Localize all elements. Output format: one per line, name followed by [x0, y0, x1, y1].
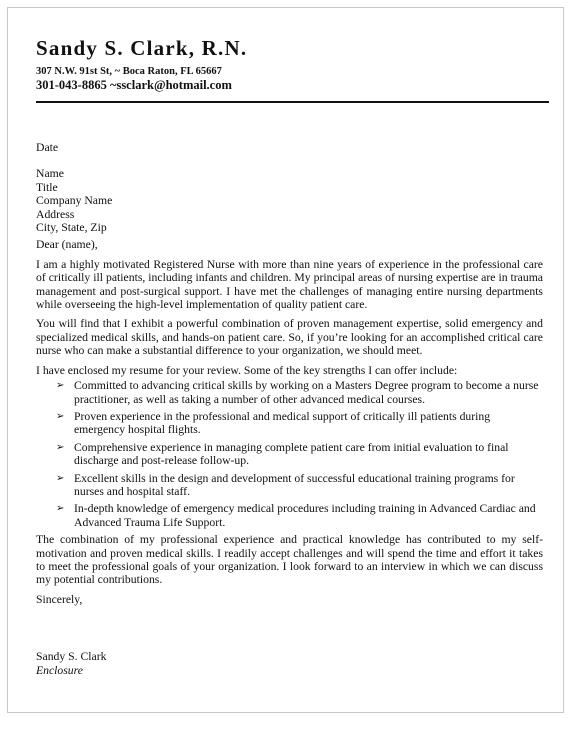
- list-item-text: Proven experience in the professional and medical support of critically ill patients during emergency hospital flights.: [74, 409, 491, 437]
- arrow-bullet-icon: ➢: [56, 410, 65, 422]
- header-divider: [36, 101, 549, 103]
- paragraph-skills: You will find that I exhibit a powerful combination of proven management expertise, solid emergency and specialized medical skills, and hands-on patient care. So, if you’re looking for an accomplished critical care nurse who can make a substantial difference to your organization, we should meet.: [36, 317, 543, 358]
- sender-contact: 301-043-8865 ~ssclark@hotmail.com: [36, 78, 232, 92]
- sender-address: 307 N.W. 91st St, ~ Boca Raton, FL 65667: [36, 66, 222, 77]
- recipient-block: [36, 167, 543, 234]
- strengths-list: [36, 379, 543, 529]
- list-item-text: In-depth knowledge of emergency medical procedures including training in Advanced Cardiac and Advanced Trauma Life Support.: [74, 502, 536, 529]
- recipient-title: Title: [36, 180, 58, 194]
- arrow-bullet-icon: ➢: [56, 472, 65, 484]
- list-item-text: Comprehensive experience in managing complete patient care from initial evaluation to final discharge and post-release follow-up.: [74, 440, 509, 468]
- letter-body: [36, 141, 543, 677]
- arrow-bullet-icon: ➢: [56, 380, 65, 392]
- signoff: Sincerely,: [36, 592, 83, 606]
- arrow-bullet-icon: ➢: [56, 441, 65, 453]
- list-item: [56, 379, 543, 406]
- recipient-city-state-zip: City, State, Zip: [36, 221, 107, 235]
- paragraph-closing: The combination of my professional experience and practical knowledge has contributed to my self-motivation and proven medical skills. I readily accept challenges and will spend the time and effort it takes to meet the professional goals of your organization. I look forward to an interview in which we can discuss my potential contributions.: [36, 533, 543, 587]
- letterhead: [36, 36, 543, 93]
- letter-page: [7, 7, 564, 713]
- list-item: [56, 410, 543, 437]
- recipient-company: Company Name: [36, 194, 113, 208]
- recipient-address: Address: [36, 207, 75, 221]
- list-item-text: Excellent skills in the design and development of successful educational training programs for nurses and hospital staff.: [74, 471, 515, 498]
- signer-name: Sandy S. Clark: [36, 650, 107, 664]
- list-item: [56, 472, 543, 499]
- list-item-text: Committed to advancing critical skills by working on a Masters Degree program to become a nurse practitioner, as well as taking a number of other advanced medical courses.: [74, 379, 539, 406]
- list-item: [56, 502, 543, 529]
- enclosure-note: Enclosure: [36, 663, 83, 677]
- sender-name: Sandy S. Clark, R.N.: [36, 36, 248, 60]
- date-line: Date: [36, 141, 59, 154]
- paragraph-strengths-intro: I have enclosed my resume for your review. Some of the key strengths I can offer include:: [36, 363, 458, 377]
- recipient-name: Name: [36, 167, 64, 181]
- list-item: [56, 441, 543, 468]
- salutation: Dear (name),: [36, 238, 98, 252]
- arrow-bullet-icon: ➢: [56, 503, 65, 515]
- paragraph-intro: I am a highly motivated Registered Nurse with more than nine years of experience in the professional care of critically ill patients, including infants and children. My principal areas of nursing expertise are in trauma management and post-surgical support. I have met the challenges of managing entire nursing departments while overseeing the high-level implementation of quality patient care.: [36, 257, 543, 312]
- signature-block: [36, 650, 543, 677]
